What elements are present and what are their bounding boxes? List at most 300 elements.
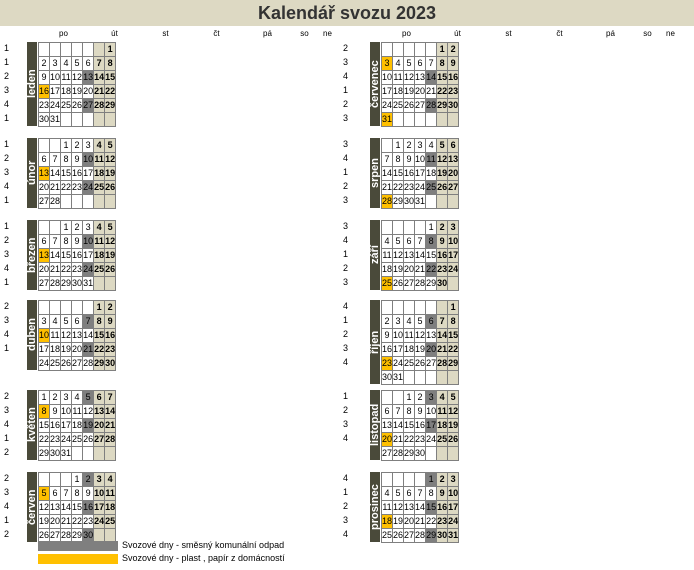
week-row [382, 447, 459, 461]
day-cell: 21 [94, 85, 105, 99]
day-cell: 11 [404, 329, 415, 343]
day-cell: 21 [393, 433, 404, 447]
day-cell: 27 [39, 195, 50, 209]
legend-orange-swatch [38, 554, 118, 564]
day-cell: 24 [415, 181, 426, 195]
day-cell: 25 [61, 99, 72, 113]
week-number: 2 [343, 501, 349, 511]
day-cell: 30 [415, 447, 426, 461]
day-cell: 14 [50, 167, 61, 181]
day-cell [393, 473, 404, 487]
day-cell: 21 [50, 181, 61, 195]
day-cell: 27 [39, 277, 50, 291]
day-cell: 11 [61, 71, 72, 85]
day-cell: 6 [94, 391, 105, 405]
day-cell: 29 [39, 447, 50, 461]
week-row [39, 195, 116, 209]
day-cell: 7 [94, 57, 105, 71]
day-cell: 3 [39, 315, 50, 329]
day-cell: 1 [404, 391, 415, 405]
week-row [382, 473, 459, 487]
week-number: 4 [4, 263, 10, 273]
day-cell [393, 43, 404, 57]
week-number: 1 [343, 249, 349, 259]
day-cell: 24 [448, 515, 459, 529]
day-cell [415, 473, 426, 487]
day-cell [50, 43, 61, 57]
day-cell: 24 [448, 263, 459, 277]
day-cell: 5 [83, 391, 94, 405]
day-cell: 5 [393, 487, 404, 501]
week-row [39, 315, 116, 329]
day-cell: 18 [72, 419, 83, 433]
day-cell: 27 [426, 357, 437, 371]
day-cell: 25 [105, 515, 116, 529]
day-cell: 22 [61, 263, 72, 277]
day-cell: 17 [415, 167, 426, 181]
week-number: 1 [343, 167, 349, 177]
day-cell: 29 [426, 277, 437, 291]
day-cell: 7 [426, 57, 437, 71]
day-cell: 24 [393, 357, 404, 371]
month-grid [38, 220, 116, 291]
day-cell: 28 [105, 433, 116, 447]
day-cell: 14 [83, 329, 94, 343]
day-cell: 8 [404, 405, 415, 419]
day-cell: 9 [83, 487, 94, 501]
day-cell: 14 [94, 71, 105, 85]
day-cell: 10 [426, 405, 437, 419]
week-row [382, 113, 459, 127]
day-cell [415, 43, 426, 57]
day-cell [94, 113, 105, 127]
week-row [39, 249, 116, 263]
day-cell: 7 [50, 153, 61, 167]
week-number: 1 [4, 113, 10, 123]
month-grid [381, 390, 459, 461]
day-cell: 18 [382, 515, 393, 529]
day-cell: 27 [83, 99, 94, 113]
month-grid [381, 220, 459, 291]
week-row [39, 473, 116, 487]
week-row [382, 433, 459, 447]
week-row [382, 529, 459, 543]
day-cell: 9 [72, 153, 83, 167]
day-cell [415, 301, 426, 315]
day-cell: 7 [61, 487, 72, 501]
day-cell [426, 43, 437, 57]
day-header: po [402, 29, 411, 38]
day-cell: 28 [50, 195, 61, 209]
week-number: 2 [4, 529, 10, 539]
day-cell: 31 [415, 195, 426, 209]
day-cell: 3 [448, 221, 459, 235]
week-number: 3 [4, 487, 10, 497]
day-cell: 4 [72, 391, 83, 405]
day-header: pá [606, 29, 615, 38]
day-cell: 9 [39, 71, 50, 85]
day-cell: 27 [94, 433, 105, 447]
day-cell: 18 [105, 501, 116, 515]
week-row [382, 99, 459, 113]
week-row [39, 343, 116, 357]
day-cell: 21 [105, 419, 116, 433]
week-number: 4 [4, 419, 10, 429]
day-cell: 18 [426, 167, 437, 181]
day-cell: 23 [437, 515, 448, 529]
day-cell: 19 [448, 419, 459, 433]
day-cell: 1 [61, 221, 72, 235]
week-row [39, 99, 116, 113]
day-cell: 27 [415, 99, 426, 113]
day-cell: 23 [105, 343, 116, 357]
week-row [382, 43, 459, 57]
week-row [382, 221, 459, 235]
day-cell: 3 [382, 57, 393, 71]
day-cell: 14 [415, 249, 426, 263]
week-row [39, 501, 116, 515]
day-cell: 14 [393, 419, 404, 433]
week-row [382, 263, 459, 277]
day-cell [415, 371, 426, 385]
day-cell: 2 [437, 473, 448, 487]
day-cell: 26 [393, 529, 404, 543]
legend-gray [38, 540, 284, 551]
day-cell [448, 113, 459, 127]
day-cell: 24 [426, 433, 437, 447]
week-row [382, 301, 459, 315]
day-cell: 9 [437, 235, 448, 249]
day-cell: 3 [426, 391, 437, 405]
day-cell: 19 [105, 249, 116, 263]
month-name: listopad [370, 390, 380, 460]
day-cell: 13 [404, 249, 415, 263]
month-grid [381, 42, 459, 127]
day-cell: 26 [415, 357, 426, 371]
day-cell: 18 [61, 85, 72, 99]
month-grid [38, 138, 116, 209]
day-cell: 10 [94, 487, 105, 501]
day-cell: 26 [83, 433, 94, 447]
day-cell: 11 [426, 153, 437, 167]
week-row [382, 515, 459, 529]
day-cell: 3 [448, 473, 459, 487]
week-number: 4 [343, 235, 349, 245]
day-cell: 4 [426, 139, 437, 153]
day-cell: 10 [382, 71, 393, 85]
month-grid [38, 390, 116, 461]
month-name: prosinec [370, 472, 380, 542]
day-cell [448, 195, 459, 209]
day-cell: 23 [448, 85, 459, 99]
week-row [382, 167, 459, 181]
day-cell: 20 [50, 515, 61, 529]
day-cell: 7 [437, 315, 448, 329]
week-row [39, 277, 116, 291]
day-cell: 15 [61, 167, 72, 181]
week-number: 3 [4, 85, 10, 95]
day-cell [72, 43, 83, 57]
week-number: 1 [343, 487, 349, 497]
week-row [39, 301, 116, 315]
day-cell: 25 [382, 529, 393, 543]
day-cell: 28 [437, 357, 448, 371]
day-cell: 16 [437, 249, 448, 263]
day-cell: 27 [72, 357, 83, 371]
day-cell [50, 139, 61, 153]
week-row [382, 371, 459, 385]
day-cell: 23 [72, 263, 83, 277]
week-row [39, 71, 116, 85]
day-cell: 12 [61, 329, 72, 343]
day-cell: 10 [50, 71, 61, 85]
day-cell [448, 277, 459, 291]
day-cell: 28 [415, 277, 426, 291]
day-cell: 8 [448, 315, 459, 329]
week-number: 3 [343, 343, 349, 353]
day-cell: 31 [61, 447, 72, 461]
day-cell: 28 [83, 357, 94, 371]
day-cell: 25 [426, 181, 437, 195]
month-name: srpen [370, 138, 380, 208]
day-cell: 11 [382, 249, 393, 263]
day-cell: 5 [105, 221, 116, 235]
week-row [382, 329, 459, 343]
day-cell: 18 [50, 343, 61, 357]
day-cell: 25 [437, 433, 448, 447]
day-cell: 31 [50, 113, 61, 127]
month-name: leden [27, 42, 37, 126]
day-cell: 4 [50, 315, 61, 329]
day-cell: 28 [426, 99, 437, 113]
week-number: 2 [343, 181, 349, 191]
day-cell: 8 [61, 153, 72, 167]
day-cell [105, 277, 116, 291]
day-cell: 14 [415, 501, 426, 515]
day-cell: 11 [94, 235, 105, 249]
day-cell: 17 [448, 501, 459, 515]
day-cell: 24 [94, 515, 105, 529]
day-cell: 28 [94, 99, 105, 113]
week-number: 1 [4, 139, 10, 149]
day-cell [50, 473, 61, 487]
day-cell [404, 473, 415, 487]
day-cell: 22 [426, 263, 437, 277]
day-cell [72, 447, 83, 461]
day-cell: 29 [404, 447, 415, 461]
week-number: 1 [4, 221, 10, 231]
day-cell [105, 195, 116, 209]
day-cell [393, 301, 404, 315]
day-cell [415, 221, 426, 235]
day-cell: 15 [426, 249, 437, 263]
day-cell: 12 [393, 249, 404, 263]
day-cell: 19 [393, 515, 404, 529]
week-row [382, 419, 459, 433]
day-cell [382, 391, 393, 405]
week-row [382, 235, 459, 249]
day-cell: 30 [50, 447, 61, 461]
day-cell: 14 [437, 329, 448, 343]
day-cell [415, 113, 426, 127]
week-number: 4 [343, 433, 349, 443]
week-number: 1 [4, 433, 10, 443]
day-cell: 16 [415, 419, 426, 433]
day-cell: 23 [50, 433, 61, 447]
week-number: 3 [343, 57, 349, 67]
week-row [382, 343, 459, 357]
day-cell [83, 113, 94, 127]
day-cell: 15 [105, 71, 116, 85]
day-cell: 12 [39, 501, 50, 515]
day-cell: 21 [382, 181, 393, 195]
day-cell: 25 [382, 277, 393, 291]
day-cell: 21 [83, 343, 94, 357]
week-row [39, 181, 116, 195]
day-cell: 31 [448, 529, 459, 543]
day-cell: 23 [83, 515, 94, 529]
month-grid [38, 42, 116, 127]
day-cell [39, 473, 50, 487]
day-cell [437, 113, 448, 127]
day-cell [382, 43, 393, 57]
week-row [382, 57, 459, 71]
day-cell: 18 [382, 263, 393, 277]
day-cell: 3 [83, 221, 94, 235]
day-cell: 13 [415, 71, 426, 85]
day-cell: 12 [448, 405, 459, 419]
day-cell [94, 195, 105, 209]
day-cell: 6 [39, 235, 50, 249]
day-cell: 27 [382, 447, 393, 461]
day-cell: 20 [426, 343, 437, 357]
week-number: 4 [343, 153, 349, 163]
day-cell: 8 [39, 405, 50, 419]
day-cell: 12 [83, 405, 94, 419]
day-cell: 13 [426, 329, 437, 343]
day-cell: 6 [404, 235, 415, 249]
week-number: 1 [4, 277, 10, 287]
day-cell: 4 [382, 235, 393, 249]
day-cell [393, 221, 404, 235]
day-cell: 26 [61, 357, 72, 371]
day-cell: 22 [426, 515, 437, 529]
week-row [39, 357, 116, 371]
day-cell [426, 371, 437, 385]
day-cell: 12 [105, 235, 116, 249]
day-cell [50, 221, 61, 235]
day-cell: 8 [426, 235, 437, 249]
day-cell: 20 [404, 515, 415, 529]
day-cell: 13 [39, 167, 50, 181]
day-cell: 15 [426, 501, 437, 515]
week-row [39, 57, 116, 71]
day-cell: 10 [393, 329, 404, 343]
week-row [39, 113, 116, 127]
day-cell [437, 301, 448, 315]
day-cell: 10 [83, 153, 94, 167]
day-cell: 1 [72, 473, 83, 487]
day-cell: 10 [61, 405, 72, 419]
day-cell: 19 [415, 343, 426, 357]
day-cell: 21 [426, 85, 437, 99]
day-cell [39, 43, 50, 57]
day-cell: 25 [94, 263, 105, 277]
day-cell: 1 [105, 43, 116, 57]
day-cell: 12 [105, 153, 116, 167]
week-number: 4 [4, 329, 10, 339]
day-cell: 13 [404, 501, 415, 515]
day-cell [426, 113, 437, 127]
day-cell [426, 195, 437, 209]
day-cell [437, 195, 448, 209]
day-cell: 9 [404, 153, 415, 167]
day-cell [404, 113, 415, 127]
week-row [39, 167, 116, 181]
day-cell: 20 [382, 433, 393, 447]
week-row [39, 447, 116, 461]
day-cell [61, 195, 72, 209]
week-number: 3 [4, 249, 10, 259]
day-cell: 26 [72, 99, 83, 113]
day-cell: 20 [404, 263, 415, 277]
day-cell: 10 [448, 235, 459, 249]
day-header: út [111, 29, 118, 38]
day-cell: 3 [415, 139, 426, 153]
month-grid [381, 472, 459, 543]
day-cell: 17 [50, 85, 61, 99]
week-row [39, 405, 116, 419]
day-cell: 24 [83, 181, 94, 195]
day-cell: 21 [437, 343, 448, 357]
day-cell: 8 [61, 235, 72, 249]
week-row [39, 487, 116, 501]
day-cell: 6 [415, 57, 426, 71]
day-cell: 15 [61, 249, 72, 263]
day-cell: 30 [72, 277, 83, 291]
day-cell: 6 [382, 405, 393, 419]
month-name: červenec [370, 42, 380, 126]
day-cell: 30 [437, 529, 448, 543]
day-cell: 12 [72, 71, 83, 85]
day-header: pá [263, 29, 272, 38]
day-cell: 29 [437, 99, 448, 113]
day-cell: 26 [437, 181, 448, 195]
day-cell: 5 [105, 139, 116, 153]
week-number: 1 [4, 195, 10, 205]
day-cell: 17 [83, 249, 94, 263]
month-grid [381, 300, 459, 385]
week-row [39, 329, 116, 343]
legend-gray-label: Svozové dny - směsný komunální odpad [122, 540, 285, 550]
day-cell: 1 [94, 301, 105, 315]
day-cell: 12 [393, 501, 404, 515]
day-cell: 25 [72, 433, 83, 447]
day-cell: 13 [382, 419, 393, 433]
day-cell: 8 [437, 57, 448, 71]
day-cell: 7 [83, 315, 94, 329]
day-cell: 11 [393, 71, 404, 85]
day-cell: 3 [393, 315, 404, 329]
day-cell: 13 [83, 71, 94, 85]
day-cell [382, 301, 393, 315]
day-cell: 22 [437, 85, 448, 99]
day-cell [426, 301, 437, 315]
day-cell: 21 [50, 263, 61, 277]
week-number: 1 [4, 343, 10, 353]
day-cell: 11 [382, 501, 393, 515]
day-cell: 23 [382, 357, 393, 371]
